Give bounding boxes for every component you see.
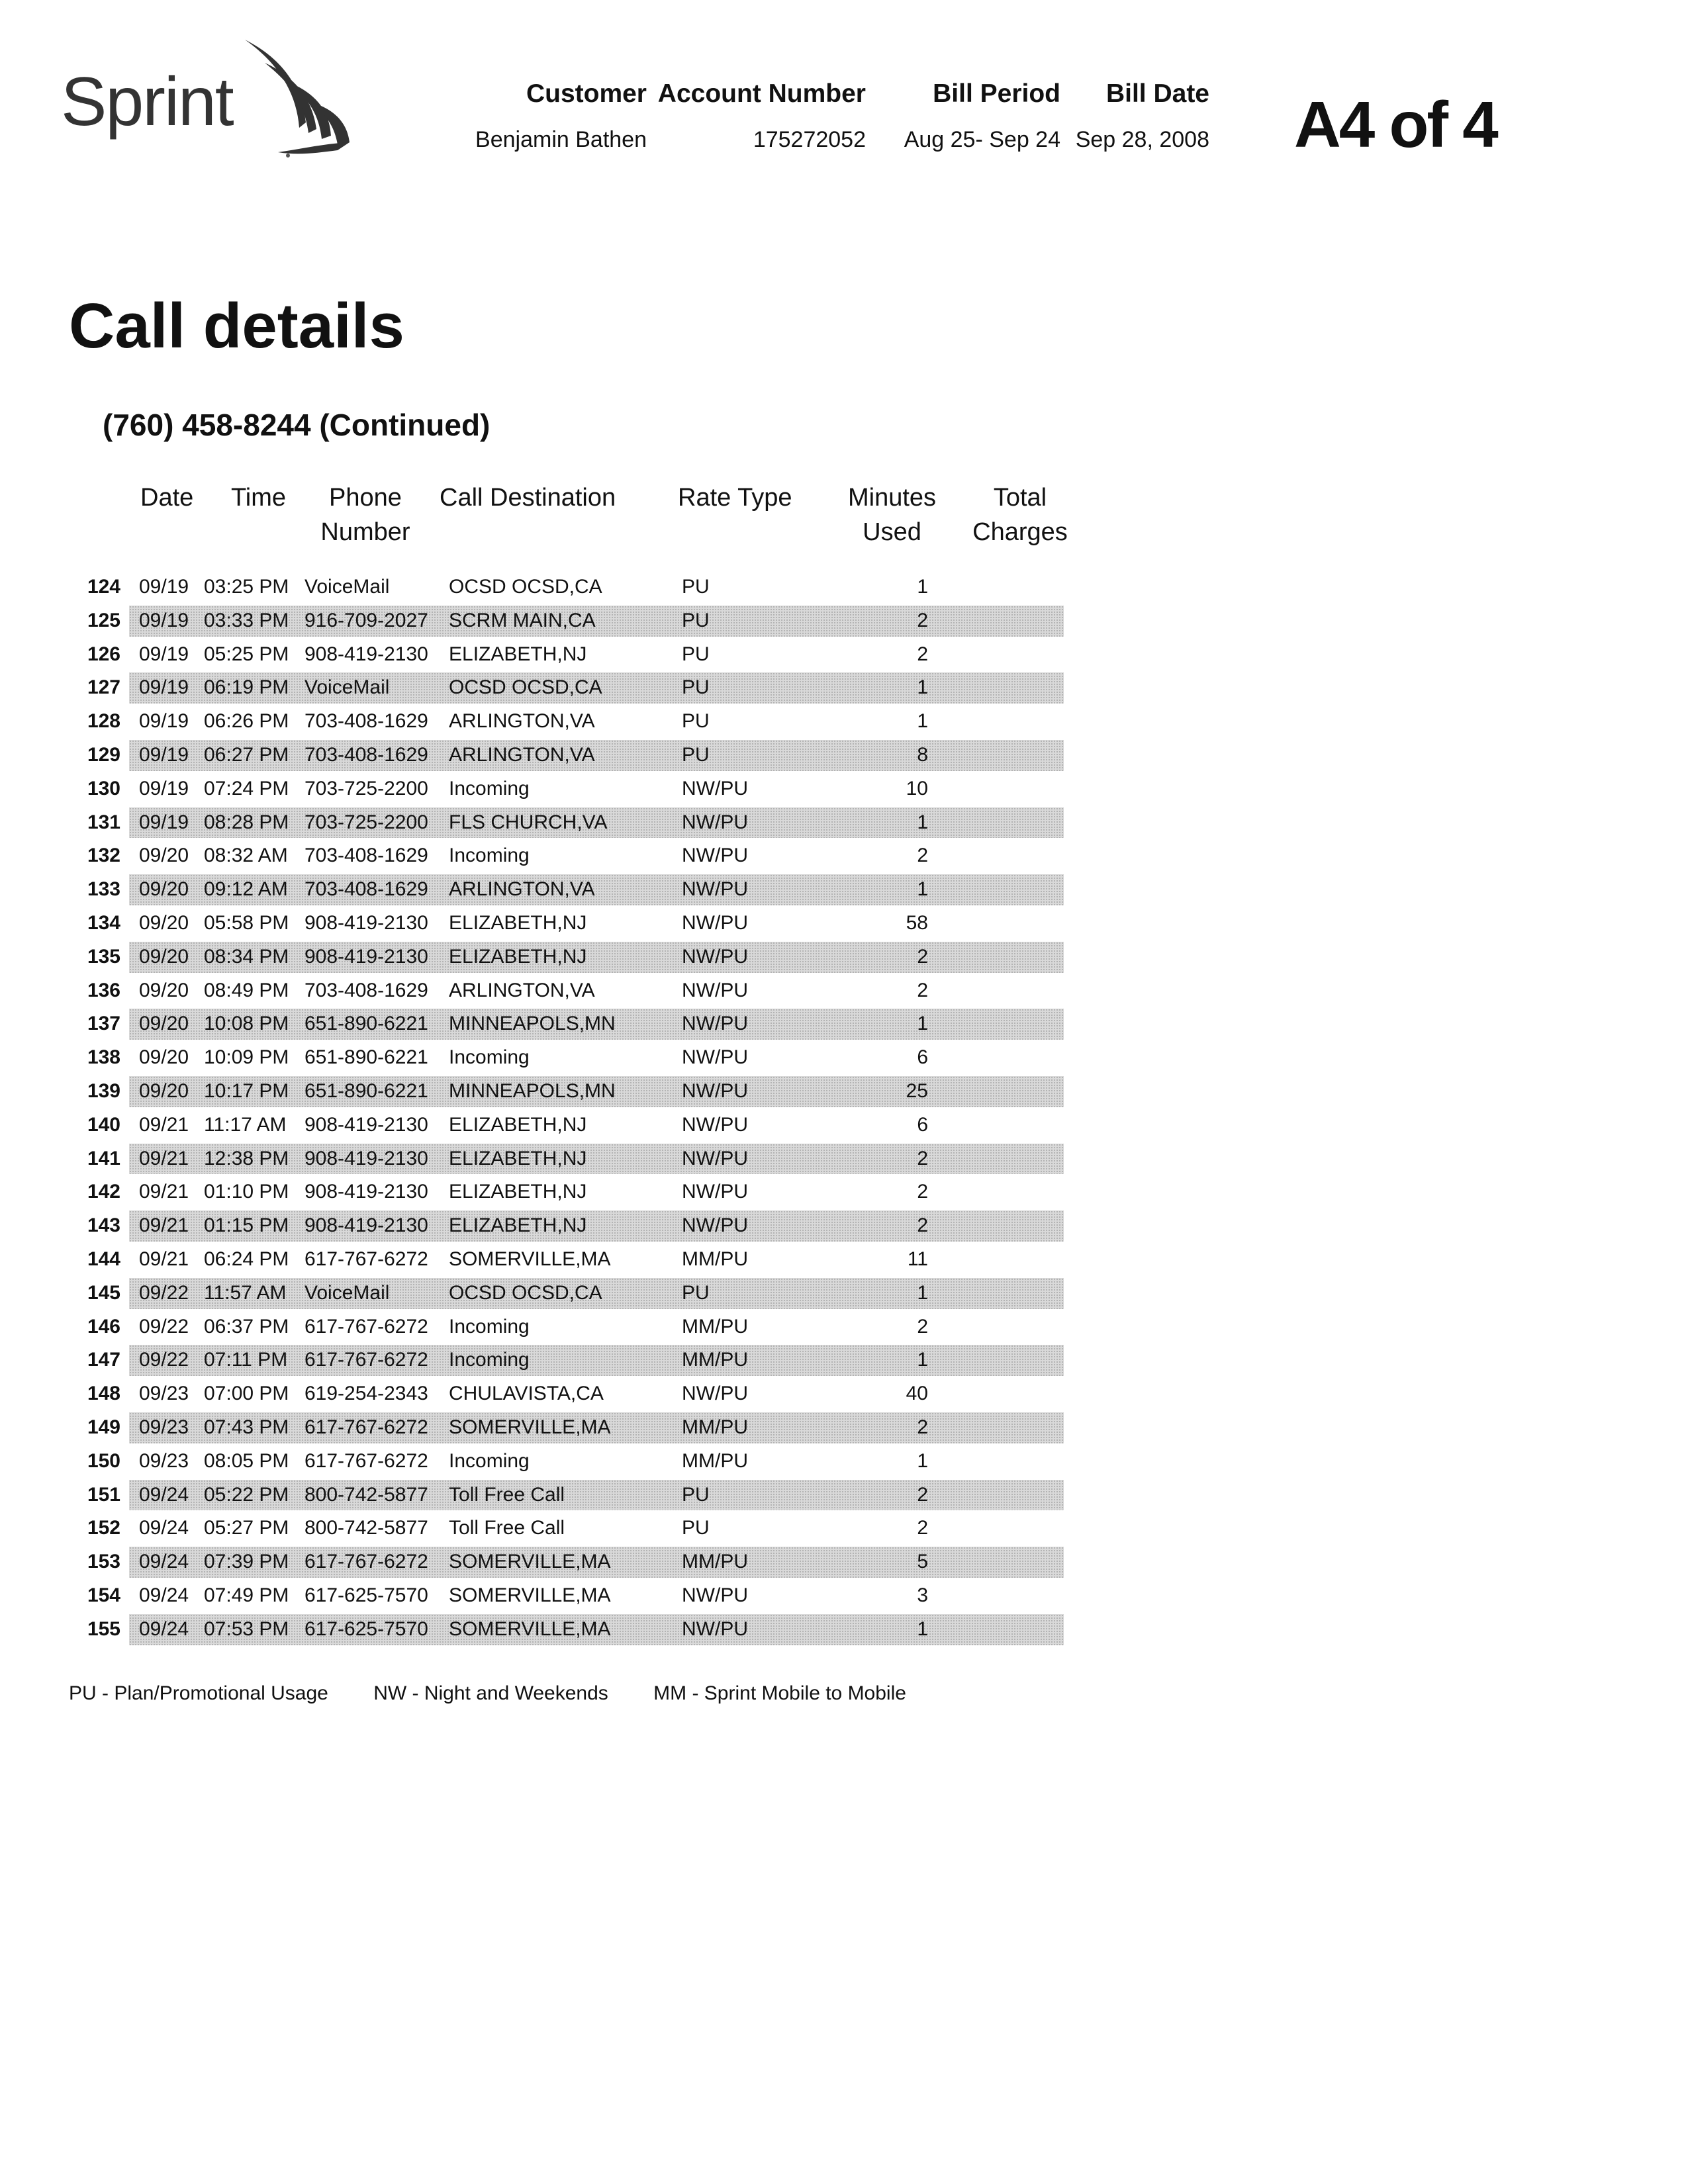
call-destination: ARLINGTON,VA xyxy=(449,743,595,766)
table-row xyxy=(0,739,1125,772)
call-rate-type: MM/PU xyxy=(682,1349,748,1371)
call-time: 06:19 PM xyxy=(204,676,289,699)
call-time: 11:17 AM xyxy=(204,1113,287,1136)
col-time-header: Time xyxy=(231,484,287,512)
table-row xyxy=(0,772,1125,806)
call-minutes-used: 1 xyxy=(917,811,928,833)
call-number: 140 xyxy=(87,1113,120,1136)
call-number: 151 xyxy=(87,1483,120,1506)
col-charges-header xyxy=(968,480,1072,549)
call-time: 09:12 AM xyxy=(204,878,288,901)
call-number: 129 xyxy=(87,743,120,766)
call-date: 09/20 xyxy=(139,844,189,867)
page-number: A4 of 4 xyxy=(1294,88,1497,161)
table-row xyxy=(0,974,1125,1008)
call-time: 08:28 PM xyxy=(204,811,289,833)
col-minutes-header xyxy=(837,480,947,549)
call-phone-number: 651-890-6221 xyxy=(305,1079,428,1102)
call-time: 05:27 PM xyxy=(204,1517,289,1539)
call-phone-number: 703-408-1629 xyxy=(305,979,428,1001)
call-rate-type: MM/PU xyxy=(682,1449,748,1472)
call-date: 09/24 xyxy=(139,1483,189,1506)
call-rate-type: NW/PU xyxy=(682,1046,748,1069)
call-destination: SOMERVILLE,MA xyxy=(449,1617,611,1640)
call-time: 10:17 PM xyxy=(204,1079,289,1102)
call-date: 09/19 xyxy=(139,576,189,598)
table-row xyxy=(0,1512,1125,1545)
call-date: 09/21 xyxy=(139,1181,189,1203)
call-time: 07:39 PM xyxy=(204,1551,289,1573)
call-number: 127 xyxy=(87,676,120,699)
call-phone-number: 800-742-5877 xyxy=(305,1517,428,1539)
table-row xyxy=(0,638,1125,672)
call-rate-type: MM/PU xyxy=(682,1416,748,1438)
table-row xyxy=(0,1613,1125,1647)
call-number: 135 xyxy=(87,945,120,968)
table-row xyxy=(0,1209,1125,1243)
table-row xyxy=(0,907,1125,940)
call-minutes-used: 1 xyxy=(917,1449,928,1472)
call-rate-type: PU xyxy=(682,1281,710,1304)
call-time: 06:24 PM xyxy=(204,1248,289,1270)
account-number-label: Account Number xyxy=(657,79,866,108)
call-destination: MINNEAPOLS,MN xyxy=(449,1013,616,1035)
call-minutes-used: 2 xyxy=(917,844,928,867)
call-number: 139 xyxy=(87,1079,120,1102)
page-title: Call details xyxy=(69,291,404,361)
call-minutes-used: 2 xyxy=(917,1483,928,1506)
call-phone-number: VoiceMail xyxy=(305,576,390,598)
call-date: 09/19 xyxy=(139,710,189,733)
call-phone-number: 651-890-6221 xyxy=(305,1046,428,1069)
call-destination: ELIZABETH,NJ xyxy=(449,643,587,665)
call-phone-number: 617-767-6272 xyxy=(305,1315,428,1338)
call-time: 08:34 PM xyxy=(204,945,289,968)
call-time: 10:09 PM xyxy=(204,1046,289,1069)
call-time: 08:32 AM xyxy=(204,844,288,867)
call-minutes-used: 2 xyxy=(917,609,928,631)
call-rate-type: PU xyxy=(682,643,710,665)
bill-period-value: Aug 25- Sep 24 xyxy=(904,127,1060,152)
call-rate-type: NW/PU xyxy=(682,1214,748,1237)
call-rate-type: NW/PU xyxy=(682,1013,748,1035)
call-date: 09/20 xyxy=(139,945,189,968)
call-number: 154 xyxy=(87,1584,120,1606)
call-number: 155 xyxy=(87,1617,120,1640)
call-phone-number: 908-419-2130 xyxy=(305,643,428,665)
call-minutes-used: 5 xyxy=(917,1551,928,1573)
call-minutes-used: 3 xyxy=(917,1584,928,1606)
call-date: 09/19 xyxy=(139,643,189,665)
call-destination: Incoming xyxy=(449,844,530,867)
call-phone-number: 908-419-2130 xyxy=(305,911,428,934)
call-date: 09/20 xyxy=(139,1046,189,1069)
call-minutes-used: 1 xyxy=(917,710,928,733)
table-row xyxy=(0,1343,1125,1377)
call-date: 09/22 xyxy=(139,1281,189,1304)
call-destination: Incoming xyxy=(449,777,530,799)
rate-type-legend xyxy=(69,1682,946,1705)
call-phone-number: 617-767-6272 xyxy=(305,1416,428,1438)
call-destination: ARLINGTON,VA xyxy=(449,878,595,901)
call-destination: Toll Free Call xyxy=(449,1517,565,1539)
call-number: 150 xyxy=(87,1449,120,1472)
table-row xyxy=(0,1007,1125,1041)
call-minutes-used: 1 xyxy=(917,1013,928,1035)
call-date: 09/23 xyxy=(139,1449,189,1472)
call-phone-number: 703-725-2200 xyxy=(305,811,428,833)
call-destination: Incoming xyxy=(449,1349,530,1371)
call-minutes-used: 6 xyxy=(917,1113,928,1136)
call-destination: Incoming xyxy=(449,1046,530,1069)
call-time: 07:24 PM xyxy=(204,777,289,799)
call-destination: ELIZABETH,NJ xyxy=(449,1214,587,1237)
call-time: 01:10 PM xyxy=(204,1181,289,1203)
call-rate-type: NW/PU xyxy=(682,1584,748,1606)
call-number: 125 xyxy=(87,609,120,631)
table-row xyxy=(0,1109,1125,1142)
call-phone-number: 617-625-7570 xyxy=(305,1584,428,1606)
sprint-logo-wing-icon xyxy=(238,36,357,162)
call-rate-type: NW/PU xyxy=(682,1079,748,1102)
call-minutes-used: 10 xyxy=(906,777,928,799)
call-rate-type: NW/PU xyxy=(682,811,748,833)
col-rate-header: Rate Type xyxy=(678,484,792,512)
call-time: 11:57 AM xyxy=(204,1281,287,1304)
call-rate-type: NW/PU xyxy=(682,945,748,968)
call-phone-number: 908-419-2130 xyxy=(305,1113,428,1136)
call-number: 137 xyxy=(87,1013,120,1035)
col-phone-header-line1: Phone xyxy=(329,484,402,512)
bill-period-label: Bill Period xyxy=(933,79,1060,108)
call-destination: ELIZABETH,NJ xyxy=(449,945,587,968)
call-number: 146 xyxy=(87,1315,120,1338)
col-date-header: Date xyxy=(140,484,194,512)
call-time: 07:43 PM xyxy=(204,1416,289,1438)
call-minutes-used: 1 xyxy=(917,1349,928,1371)
call-minutes-used: 6 xyxy=(917,1046,928,1069)
call-phone-number: 617-767-6272 xyxy=(305,1349,428,1371)
call-rate-type: MM/PU xyxy=(682,1248,748,1270)
call-time: 01:15 PM xyxy=(204,1214,289,1237)
table-row xyxy=(0,940,1125,974)
call-date: 09/21 xyxy=(139,1248,189,1270)
table-row xyxy=(0,1243,1125,1277)
call-number: 131 xyxy=(87,811,120,833)
call-details-table xyxy=(0,570,1125,1647)
call-rate-type: NW/PU xyxy=(682,777,748,799)
table-row xyxy=(0,604,1125,638)
call-date: 09/19 xyxy=(139,743,189,766)
col-destination-header: Call Destination xyxy=(440,484,616,512)
call-time: 07:00 PM xyxy=(204,1383,289,1405)
col-charges-header-line1: Total xyxy=(993,484,1047,512)
call-minutes-used: 2 xyxy=(917,945,928,968)
call-rate-type: PU xyxy=(682,710,710,733)
call-date: 09/23 xyxy=(139,1416,189,1438)
phone-number-heading: (760) 458-8244 (Continued) xyxy=(103,408,491,442)
call-time: 10:08 PM xyxy=(204,1013,289,1035)
call-time: 06:27 PM xyxy=(204,743,289,766)
call-rate-type: NW/PU xyxy=(682,844,748,867)
call-minutes-used: 40 xyxy=(906,1383,928,1405)
call-destination: ELIZABETH,NJ xyxy=(449,1113,587,1136)
table-row xyxy=(0,1310,1125,1344)
call-date: 09/22 xyxy=(139,1349,189,1371)
call-rate-type: NW/PU xyxy=(682,1617,748,1640)
call-rate-type: PU xyxy=(682,1483,710,1506)
call-minutes-used: 2 xyxy=(917,1416,928,1438)
call-date: 09/19 xyxy=(139,609,189,631)
call-minutes-used: 1 xyxy=(917,1281,928,1304)
call-time: 08:05 PM xyxy=(204,1449,289,1472)
call-number: 141 xyxy=(87,1147,120,1169)
call-destination: ELIZABETH,NJ xyxy=(449,911,587,934)
call-rate-type: NW/PU xyxy=(682,1181,748,1203)
table-row xyxy=(0,839,1125,873)
call-phone-number: 617-625-7570 xyxy=(305,1617,428,1640)
call-number: 142 xyxy=(87,1181,120,1203)
call-rate-type: NW/PU xyxy=(682,979,748,1001)
call-destination: Incoming xyxy=(449,1449,530,1472)
call-minutes-used: 2 xyxy=(917,1181,928,1203)
call-destination: SOMERVILLE,MA xyxy=(449,1551,611,1573)
bill-date-label: Bill Date xyxy=(1105,79,1209,108)
table-row xyxy=(0,1579,1125,1613)
call-destination: ELIZABETH,NJ xyxy=(449,1147,587,1169)
call-time: 07:49 PM xyxy=(204,1584,289,1606)
call-date: 09/19 xyxy=(139,676,189,699)
call-minutes-used: 2 xyxy=(917,1214,928,1237)
call-phone-number: VoiceMail xyxy=(305,1281,390,1304)
call-rate-type: MM/PU xyxy=(682,1315,748,1338)
table-row xyxy=(0,873,1125,907)
call-rate-type: MM/PU xyxy=(682,1551,748,1573)
call-rate-type: NW/PU xyxy=(682,911,748,934)
call-phone-number: VoiceMail xyxy=(305,676,390,699)
call-number: 147 xyxy=(87,1349,120,1371)
call-date: 09/20 xyxy=(139,1013,189,1035)
call-rate-type: NW/PU xyxy=(682,1113,748,1136)
call-phone-number: 617-767-6272 xyxy=(305,1248,428,1270)
col-minutes-header-line1: Minutes xyxy=(847,484,937,512)
table-row xyxy=(0,1142,1125,1176)
call-destination: FLS CHURCH,VA xyxy=(449,811,608,833)
call-time: 12:38 PM xyxy=(204,1147,289,1169)
bill-date-value: Sep 28, 2008 xyxy=(1075,127,1209,152)
call-destination: SOMERVILLE,MA xyxy=(449,1248,611,1270)
col-charges-header-line2: Charges xyxy=(972,518,1068,546)
call-date: 09/24 xyxy=(139,1517,189,1539)
call-destination: SOMERVILLE,MA xyxy=(449,1584,611,1606)
call-rate-type: PU xyxy=(682,1517,710,1539)
customer-value: Benjamin Bathen xyxy=(475,127,647,152)
call-date: 09/19 xyxy=(139,777,189,799)
call-number: 130 xyxy=(87,777,120,799)
call-destination: MINNEAPOLS,MN xyxy=(449,1079,616,1102)
table-row xyxy=(0,1479,1125,1512)
col-phone-header-line2: Number xyxy=(320,518,410,546)
call-date: 09/23 xyxy=(139,1383,189,1405)
call-number: 145 xyxy=(87,1281,120,1304)
call-number: 124 xyxy=(87,576,120,598)
call-phone-number: 617-767-6272 xyxy=(305,1449,428,1472)
table-row xyxy=(0,1277,1125,1310)
call-phone-number: 703-408-1629 xyxy=(305,844,428,867)
call-number: 136 xyxy=(87,979,120,1001)
call-time: 08:49 PM xyxy=(204,979,289,1001)
call-phone-number: 908-419-2130 xyxy=(305,1181,428,1203)
call-destination: Incoming xyxy=(449,1315,530,1338)
call-time: 03:33 PM xyxy=(204,609,289,631)
call-date: 09/20 xyxy=(139,878,189,901)
call-number: 126 xyxy=(87,643,120,665)
call-destination: SCRM MAIN,CA xyxy=(449,609,596,631)
call-rate-type: NW/PU xyxy=(682,1147,748,1169)
call-destination: ARLINGTON,VA xyxy=(449,979,595,1001)
call-date: 09/21 xyxy=(139,1214,189,1237)
call-destination: SOMERVILLE,MA xyxy=(449,1416,611,1438)
call-number: 148 xyxy=(87,1383,120,1405)
call-phone-number: 651-890-6221 xyxy=(305,1013,428,1035)
call-phone-number: 703-725-2200 xyxy=(305,777,428,799)
table-row xyxy=(0,1445,1125,1479)
call-minutes-used: 8 xyxy=(917,743,928,766)
call-time: 07:53 PM xyxy=(204,1617,289,1640)
call-date: 09/21 xyxy=(139,1147,189,1169)
customer-label: Customer xyxy=(526,79,647,108)
call-date: 09/19 xyxy=(139,811,189,833)
call-time: 06:37 PM xyxy=(204,1315,289,1338)
call-destination: OCSD OCSD,CA xyxy=(449,576,602,598)
call-date: 09/24 xyxy=(139,1617,189,1640)
call-number: 134 xyxy=(87,911,120,934)
call-date: 09/20 xyxy=(139,1079,189,1102)
call-phone-number: 908-419-2130 xyxy=(305,1147,428,1169)
table-row xyxy=(0,1411,1125,1445)
call-date: 09/21 xyxy=(139,1113,189,1136)
call-minutes-used: 2 xyxy=(917,643,928,665)
table-row xyxy=(0,806,1125,840)
call-time: 05:22 PM xyxy=(204,1483,289,1506)
call-date: 09/20 xyxy=(139,979,189,1001)
call-rate-type: NW/PU xyxy=(682,1383,748,1405)
col-phone-header xyxy=(306,480,425,549)
call-number: 132 xyxy=(87,844,120,867)
legend-mm: MM - Sprint Mobile to Mobile xyxy=(653,1682,906,1704)
call-number: 138 xyxy=(87,1046,120,1069)
call-time: 05:58 PM xyxy=(204,911,289,934)
call-minutes-used: 1 xyxy=(917,1617,928,1640)
table-row xyxy=(0,1075,1125,1109)
call-minutes-used: 25 xyxy=(906,1079,928,1102)
account-number-value: 175272052 xyxy=(753,127,866,152)
call-date: 09/24 xyxy=(139,1584,189,1606)
call-minutes-used: 2 xyxy=(917,1147,928,1169)
call-minutes-used: 1 xyxy=(917,878,928,901)
call-time: 06:26 PM xyxy=(204,710,289,733)
call-destination: OCSD OCSD,CA xyxy=(449,1281,602,1304)
call-number: 143 xyxy=(87,1214,120,1237)
table-row xyxy=(0,705,1125,739)
legend-pu: PU - Plan/Promotional Usage xyxy=(69,1682,328,1704)
call-number: 133 xyxy=(87,878,120,901)
call-phone-number: 908-419-2130 xyxy=(305,945,428,968)
call-rate-type: NW/PU xyxy=(682,878,748,901)
call-destination: Toll Free Call xyxy=(449,1483,565,1506)
call-number: 153 xyxy=(87,1551,120,1573)
call-phone-number: 916-709-2027 xyxy=(305,609,428,631)
call-phone-number: 800-742-5877 xyxy=(305,1483,428,1506)
call-number: 128 xyxy=(87,710,120,733)
call-minutes-used: 1 xyxy=(917,676,928,699)
call-minutes-used: 58 xyxy=(906,911,928,934)
call-phone-number: 703-408-1629 xyxy=(305,878,428,901)
call-number: 152 xyxy=(87,1517,120,1539)
call-minutes-used: 1 xyxy=(917,576,928,598)
call-time: 03:25 PM xyxy=(204,576,289,598)
call-date: 09/24 xyxy=(139,1551,189,1573)
call-time: 05:25 PM xyxy=(204,643,289,665)
call-minutes-used: 2 xyxy=(917,1517,928,1539)
table-row xyxy=(0,1175,1125,1209)
call-minutes-used: 2 xyxy=(917,1315,928,1338)
call-rate-type: PU xyxy=(682,576,710,598)
call-date: 09/22 xyxy=(139,1315,189,1338)
legend-nw: NW - Night and Weekends xyxy=(373,1682,608,1704)
table-row xyxy=(0,1377,1125,1411)
call-destination: ARLINGTON,VA xyxy=(449,710,595,733)
call-destination: CHULAVISTA,CA xyxy=(449,1383,604,1405)
call-rate-type: PU xyxy=(682,609,710,631)
table-row xyxy=(0,1545,1125,1579)
col-minutes-header-line2: Used xyxy=(863,518,921,546)
table-row xyxy=(0,1041,1125,1075)
call-minutes-used: 2 xyxy=(917,979,928,1001)
sprint-logo-text: Sprint xyxy=(61,64,233,140)
call-minutes-used: 11 xyxy=(907,1248,928,1270)
table-row xyxy=(0,671,1125,705)
table-row xyxy=(0,570,1125,604)
call-number: 144 xyxy=(87,1248,120,1270)
call-rate-type: PU xyxy=(682,743,710,766)
call-destination: OCSD OCSD,CA xyxy=(449,676,602,699)
call-rate-type: PU xyxy=(682,676,710,699)
call-phone-number: 703-408-1629 xyxy=(305,710,428,733)
call-phone-number: 617-767-6272 xyxy=(305,1551,428,1573)
call-phone-number: 703-408-1629 xyxy=(305,743,428,766)
call-destination: ELIZABETH,NJ xyxy=(449,1181,587,1203)
call-phone-number: 619-254-2343 xyxy=(305,1383,428,1405)
call-date: 09/20 xyxy=(139,911,189,934)
call-phone-number: 908-419-2130 xyxy=(305,1214,428,1237)
call-time: 07:11 PM xyxy=(204,1349,288,1371)
call-number: 149 xyxy=(87,1416,120,1438)
